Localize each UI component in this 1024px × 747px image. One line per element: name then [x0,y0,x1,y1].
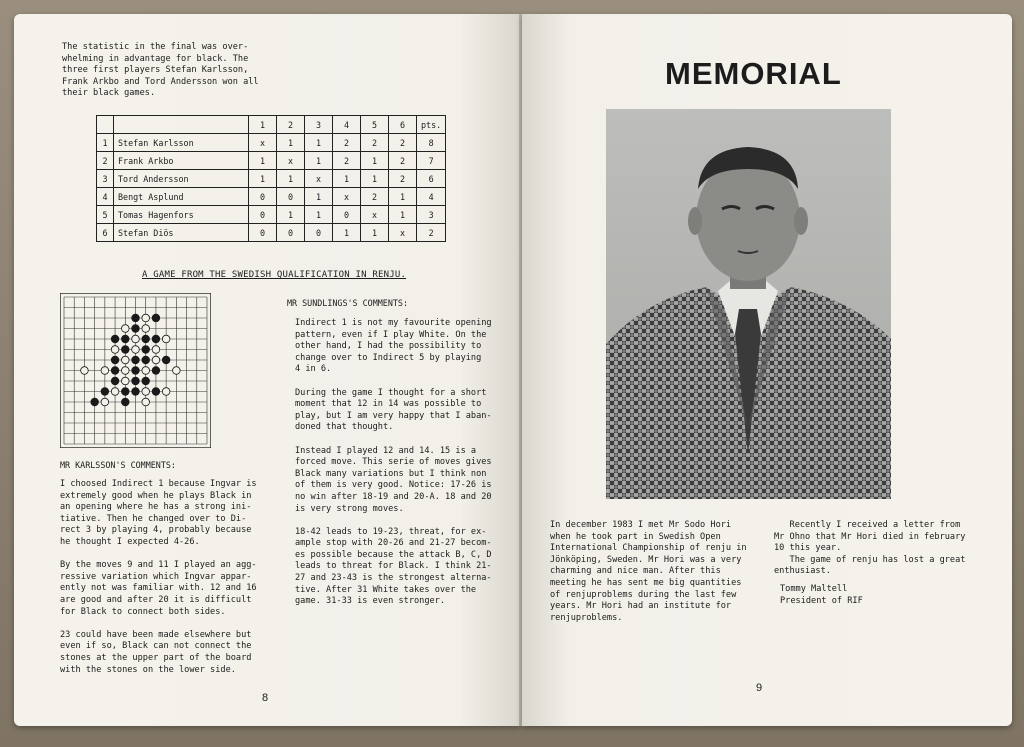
table-header-row [97,116,446,134]
table-cell: 1 [97,134,114,152]
black-stone [121,398,129,406]
table-cell: 2 [333,152,361,170]
player-name-cell: Stefan Diös [114,224,249,242]
table-cell: 0 [333,206,361,224]
player-name-cell: Frank Arkbo [114,152,249,170]
table-header-cell: 2 [277,116,305,134]
memorial-column-2: Recently I received a letter from Mr Ohno that Mr Hori died in february 10 this year. The game of renju has lost a great enthusiast. [774,520,966,577]
white-stone [142,367,150,375]
table-cell: 0 [249,206,277,224]
white-stone [111,388,119,396]
table-row [97,134,446,152]
table-cell: 2 [389,170,417,188]
table-cell: x [361,206,389,224]
white-stone [101,367,109,375]
table-cell: 1 [361,170,389,188]
table-cell: 1 [277,134,305,152]
intro-text: The statistic in the final was over- whelming in advantage for black. The three first players Stefan Karlsson, Frank Arkbo and Tord Andersson won all their black games. [62,42,259,99]
memorial-title: MEMORIAL [665,56,842,91]
white-stone [101,398,109,406]
table-cell: 4 [417,188,446,206]
black-stone [111,335,119,343]
signature-title: President of RIF [780,596,863,606]
player-name-cell: Bengt Asplund [114,188,249,206]
table-cell: 4 [97,188,114,206]
black-stone [121,346,129,354]
black-stone [101,388,109,396]
white-stone [152,346,160,354]
player-name-cell: Tord Andersson [114,170,249,188]
table-cell: 3 [417,206,446,224]
table-cell: 1 [389,188,417,206]
table-row [97,188,446,206]
black-stone [142,356,150,364]
table-cell: 1 [277,170,305,188]
table-header-cell: 4 [333,116,361,134]
black-stone [111,377,119,385]
table-row [97,170,446,188]
white-stone [121,367,129,375]
table-cell: 1 [249,170,277,188]
table-cell: 1 [305,206,333,224]
table-cell: 1 [389,206,417,224]
white-stone [142,325,150,333]
white-stone [132,346,140,354]
table-cell: x [277,152,305,170]
table-header-cell: 6 [389,116,417,134]
black-stone [132,388,140,396]
black-stone [162,356,170,364]
white-stone [152,356,160,364]
table-cell: 2 [389,134,417,152]
black-stone [121,335,129,343]
black-stone [152,388,160,396]
table-cell: 8 [417,134,446,152]
table-cell: 2 [417,224,446,242]
portrait-photo [606,109,891,499]
table-cell: 2 [97,152,114,170]
table-cell: 1 [333,170,361,188]
white-stone [142,314,150,322]
white-stone [142,398,150,406]
table-header-cell: 1 [249,116,277,134]
black-stone [152,335,160,343]
black-stone [121,388,129,396]
black-stone [91,398,99,406]
table-cell: 0 [249,188,277,206]
table-cell: 6 [97,224,114,242]
white-stone [162,335,170,343]
table-cell: 1 [305,188,333,206]
black-stone [142,346,150,354]
black-stone [142,335,150,343]
black-stone [132,314,140,322]
table-cell: 1 [305,152,333,170]
table-cell: 5 [97,206,114,224]
table-cell: x [249,134,277,152]
table-cell: 0 [277,224,305,242]
table-cell: 6 [417,170,446,188]
table-cell: 3 [97,170,114,188]
black-stone [132,377,140,385]
table-header-cell: 3 [305,116,333,134]
white-stone [173,367,181,375]
game-heading: A GAME FROM THE SWEDISH QUALIFICATION IN RENJU. [142,270,407,280]
table-cell: 2 [333,134,361,152]
table-cell: x [389,224,417,242]
signature-name: Tommy Maltell [780,584,848,594]
table-cell: x [305,170,333,188]
white-stone [162,388,170,396]
white-stone [121,325,129,333]
right-page [522,14,1012,726]
table-cell: 2 [389,152,417,170]
table-cell: 1 [361,224,389,242]
table-cell: x [333,188,361,206]
table-header-cell [114,116,249,134]
page-number-left: 8 [262,692,269,704]
table-cell: 0 [277,188,305,206]
black-stone [132,356,140,364]
sundling-comments: Indirect 1 is not my favourite opening pattern, even if I play White. On the other hand, I had the possibility to change over to Indirect 5 by playing 4 in 6. During the game I thought for a short moment that 12 in 14 was possible to play, but I am very happy that I aban- doned that thought. Instead I played 12 and 14. 15 is a forced move. This serie of moves gives Black many variations but I think non of them is very good. Notice: 17-26 is no win after 18-19 and 20-A. 18 and 20 is very strong moves. 18-42 leads to 19-23, threat, for ex- ample stop with 20-26 and 21-27 becom- es possible because the attack B, C, D leads to threat for Black. I think 21- 27 and 23-43 is the strongest alterna- tive. After 31 White takes over the game. 31-33 is even stronger. [295,318,492,607]
black-stone [152,367,160,375]
table-cell: 0 [305,224,333,242]
karlsson-heading: MR KARLSSON'S COMMENTS: [60,460,176,470]
table-cell: 1 [361,152,389,170]
table-cell: 1 [305,134,333,152]
black-stone [132,367,140,375]
white-stone [121,377,129,385]
white-stone [132,335,140,343]
table-cell: 7 [417,152,446,170]
table-cell: 2 [361,134,389,152]
player-name-cell: Stefan Karlsson [114,134,249,152]
table-cell: 2 [361,188,389,206]
page-number-right: 9 [756,682,763,694]
karlsson-comments: I choosed Indirect 1 because Ingvar is extremely good when he plays Black in an opening where he has a strong ini- tiative. Then he changed over to Di- rect 3 by playing 4, probably because he thought I expected 4-26. By the moves 9 and 11 I played an agg- ressive variation which Ingvar appar- ently not was familiar with. 12 and 16 are good and after 20 it is difficult for Black to connect both sides. 23 could have been made elsewhere but even if so, Black can not connect the stones at the upper part of the board with the stones on the lower side. [60,479,257,675]
white-stone [121,356,129,364]
black-stone [152,314,160,322]
black-stone [111,367,119,375]
table-cell: 1 [277,206,305,224]
black-stone [132,325,140,333]
renju-board-diagram [60,293,211,448]
table-row [97,206,446,224]
left-page [14,14,520,726]
table-header-cell: 5 [361,116,389,134]
table-cell: 0 [249,224,277,242]
black-stone [142,377,150,385]
white-stone [81,367,89,375]
results-table [96,115,446,242]
white-stone [111,346,119,354]
table-header-cell: pts. [417,116,446,134]
memorial-column-1: In december 1983 I met Mr Sodo Hori when he took part in Swedish Open International Championship of renju in Jönköping, Sweden. Mr Hori was a very charming and nice man. After this meeting he has sent me big quantities of renjuproblems during the last few years. Mr Hori had an institute for renjuproblems. [550,520,747,623]
sundling-heading: MR SUNDLINGS'S COMMENTS: [287,298,409,308]
table-cell: 1 [249,152,277,170]
black-stone [111,356,119,364]
table-row [97,224,446,242]
table-cell: 1 [333,224,361,242]
player-name-cell: Tomas Hagenfors [114,206,249,224]
white-stone [142,388,150,396]
table-row [97,152,446,170]
table-header-cell [97,116,114,134]
